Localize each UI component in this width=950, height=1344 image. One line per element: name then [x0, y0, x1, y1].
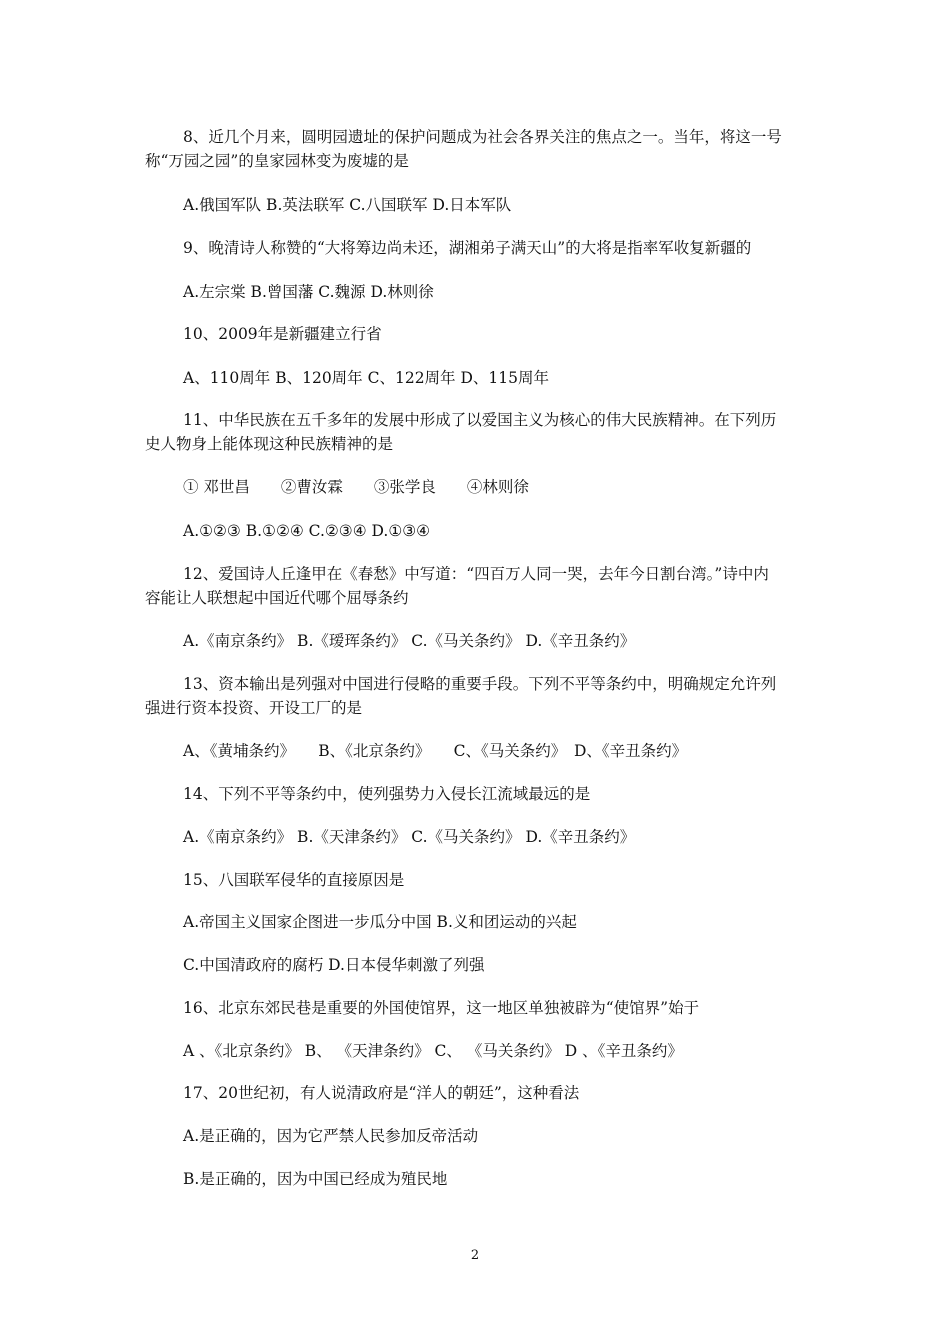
question-14-options: A.《南京条约》 B.《天津条约》 C.《马关条约》 D.《辛丑条约》	[183, 828, 636, 846]
question-11-options: A.①②③ B.①②④ C.②③④ D.①③④	[183, 522, 431, 540]
question-12-text-line-2: 容能让人联想起中国近代哪个屈辱条约	[145, 589, 409, 607]
question-16-text-line-1: 16、北京东郊民巷是重要的外国使馆界，这一地区单独被辟为“使馆界”始于	[183, 999, 700, 1017]
question-12-text-line-1: 12、爱国诗人丘逢甲在《春愁》中写道：“四百万人同一哭，去年今日割台湾。”诗中内	[183, 565, 769, 583]
question-11-text-line-1: 11、中华民族在五千多年的发展中形成了以爱国主义为核心的伟大民族精神。在下列历	[183, 411, 777, 429]
question-9-options: A.左宗棠 B.曾国藩 C.魏源 D.林则徐	[183, 283, 434, 301]
question-11-choices: ① 邓世昌 ②曹汝霖 ③张学良 ④林则徐	[183, 478, 529, 496]
question-8-options: A.俄国军队 B.英法联军 C.八国联军 D.日本军队	[183, 196, 512, 214]
question-15-text-line-1: 15、八国联军侵华的直接原因是	[183, 871, 405, 889]
question-8-text-line-2: 称“万园之园”的皇家园林变为废墟的是	[145, 152, 409, 170]
question-9-text-line-1: 9、晚清诗人称赞的“大将筹边尚未还，湖湘弟子满天山”的大将是指率军收复新疆的	[183, 239, 752, 257]
question-15-options-line-1: A.帝国主义国家企图进一步瓜分中国 B.义和团运动的兴起	[183, 913, 577, 931]
question-15-options-line-2: C.中国清政府的腐朽 D.日本侵华刺激了列强	[183, 956, 485, 974]
question-17-option-b: B.是正确的，因为中国已经成为殖民地	[183, 1170, 448, 1188]
question-10-options: A、110周年 B、120周年 C、122周年 D、115周年	[183, 369, 549, 387]
question-16-options: A 、《北京条约》 B、 《天津条约》 C、 《马关条约》 D 、《辛丑条约》	[183, 1042, 683, 1060]
question-11-text-line-2: 史人物身上能体现这种民族精神的是	[145, 435, 394, 453]
question-13-text-line-1: 13、资本输出是列强对中国进行侵略的重要手段。下列不平等条约中，明确规定允许列	[183, 675, 777, 693]
question-13-options: A、《黄埔条约》 B、《北京条约》 C、《马关条约》 D、《辛丑条约》	[183, 742, 688, 760]
question-17-option-a: A.是正确的，因为它严禁人民参加反帝活动	[183, 1127, 479, 1145]
question-17-text-line-1: 17、20世纪初，有人说清政府是“洋人的朝廷”，这种看法	[183, 1084, 580, 1102]
question-13-text-line-2: 强进行资本投资、开设工厂的是	[145, 699, 363, 717]
page-number: 2	[470, 1248, 480, 1263]
question-8-text-line-1: 8、近几个月来，圆明园遗址的保护问题成为社会各界关注的焦点之一。当年，将这一号	[183, 128, 782, 146]
question-10-text-line-1: 10、2009年是新疆建立行省	[183, 325, 382, 343]
question-12-options: A.《南京条约》 B.《瑷珲条约》 C.《马关条约》 D.《辛丑条约》	[183, 632, 636, 650]
question-14-text-line-1: 14、下列不平等条约中，使列强势力入侵长江流域最远的是	[183, 785, 591, 803]
